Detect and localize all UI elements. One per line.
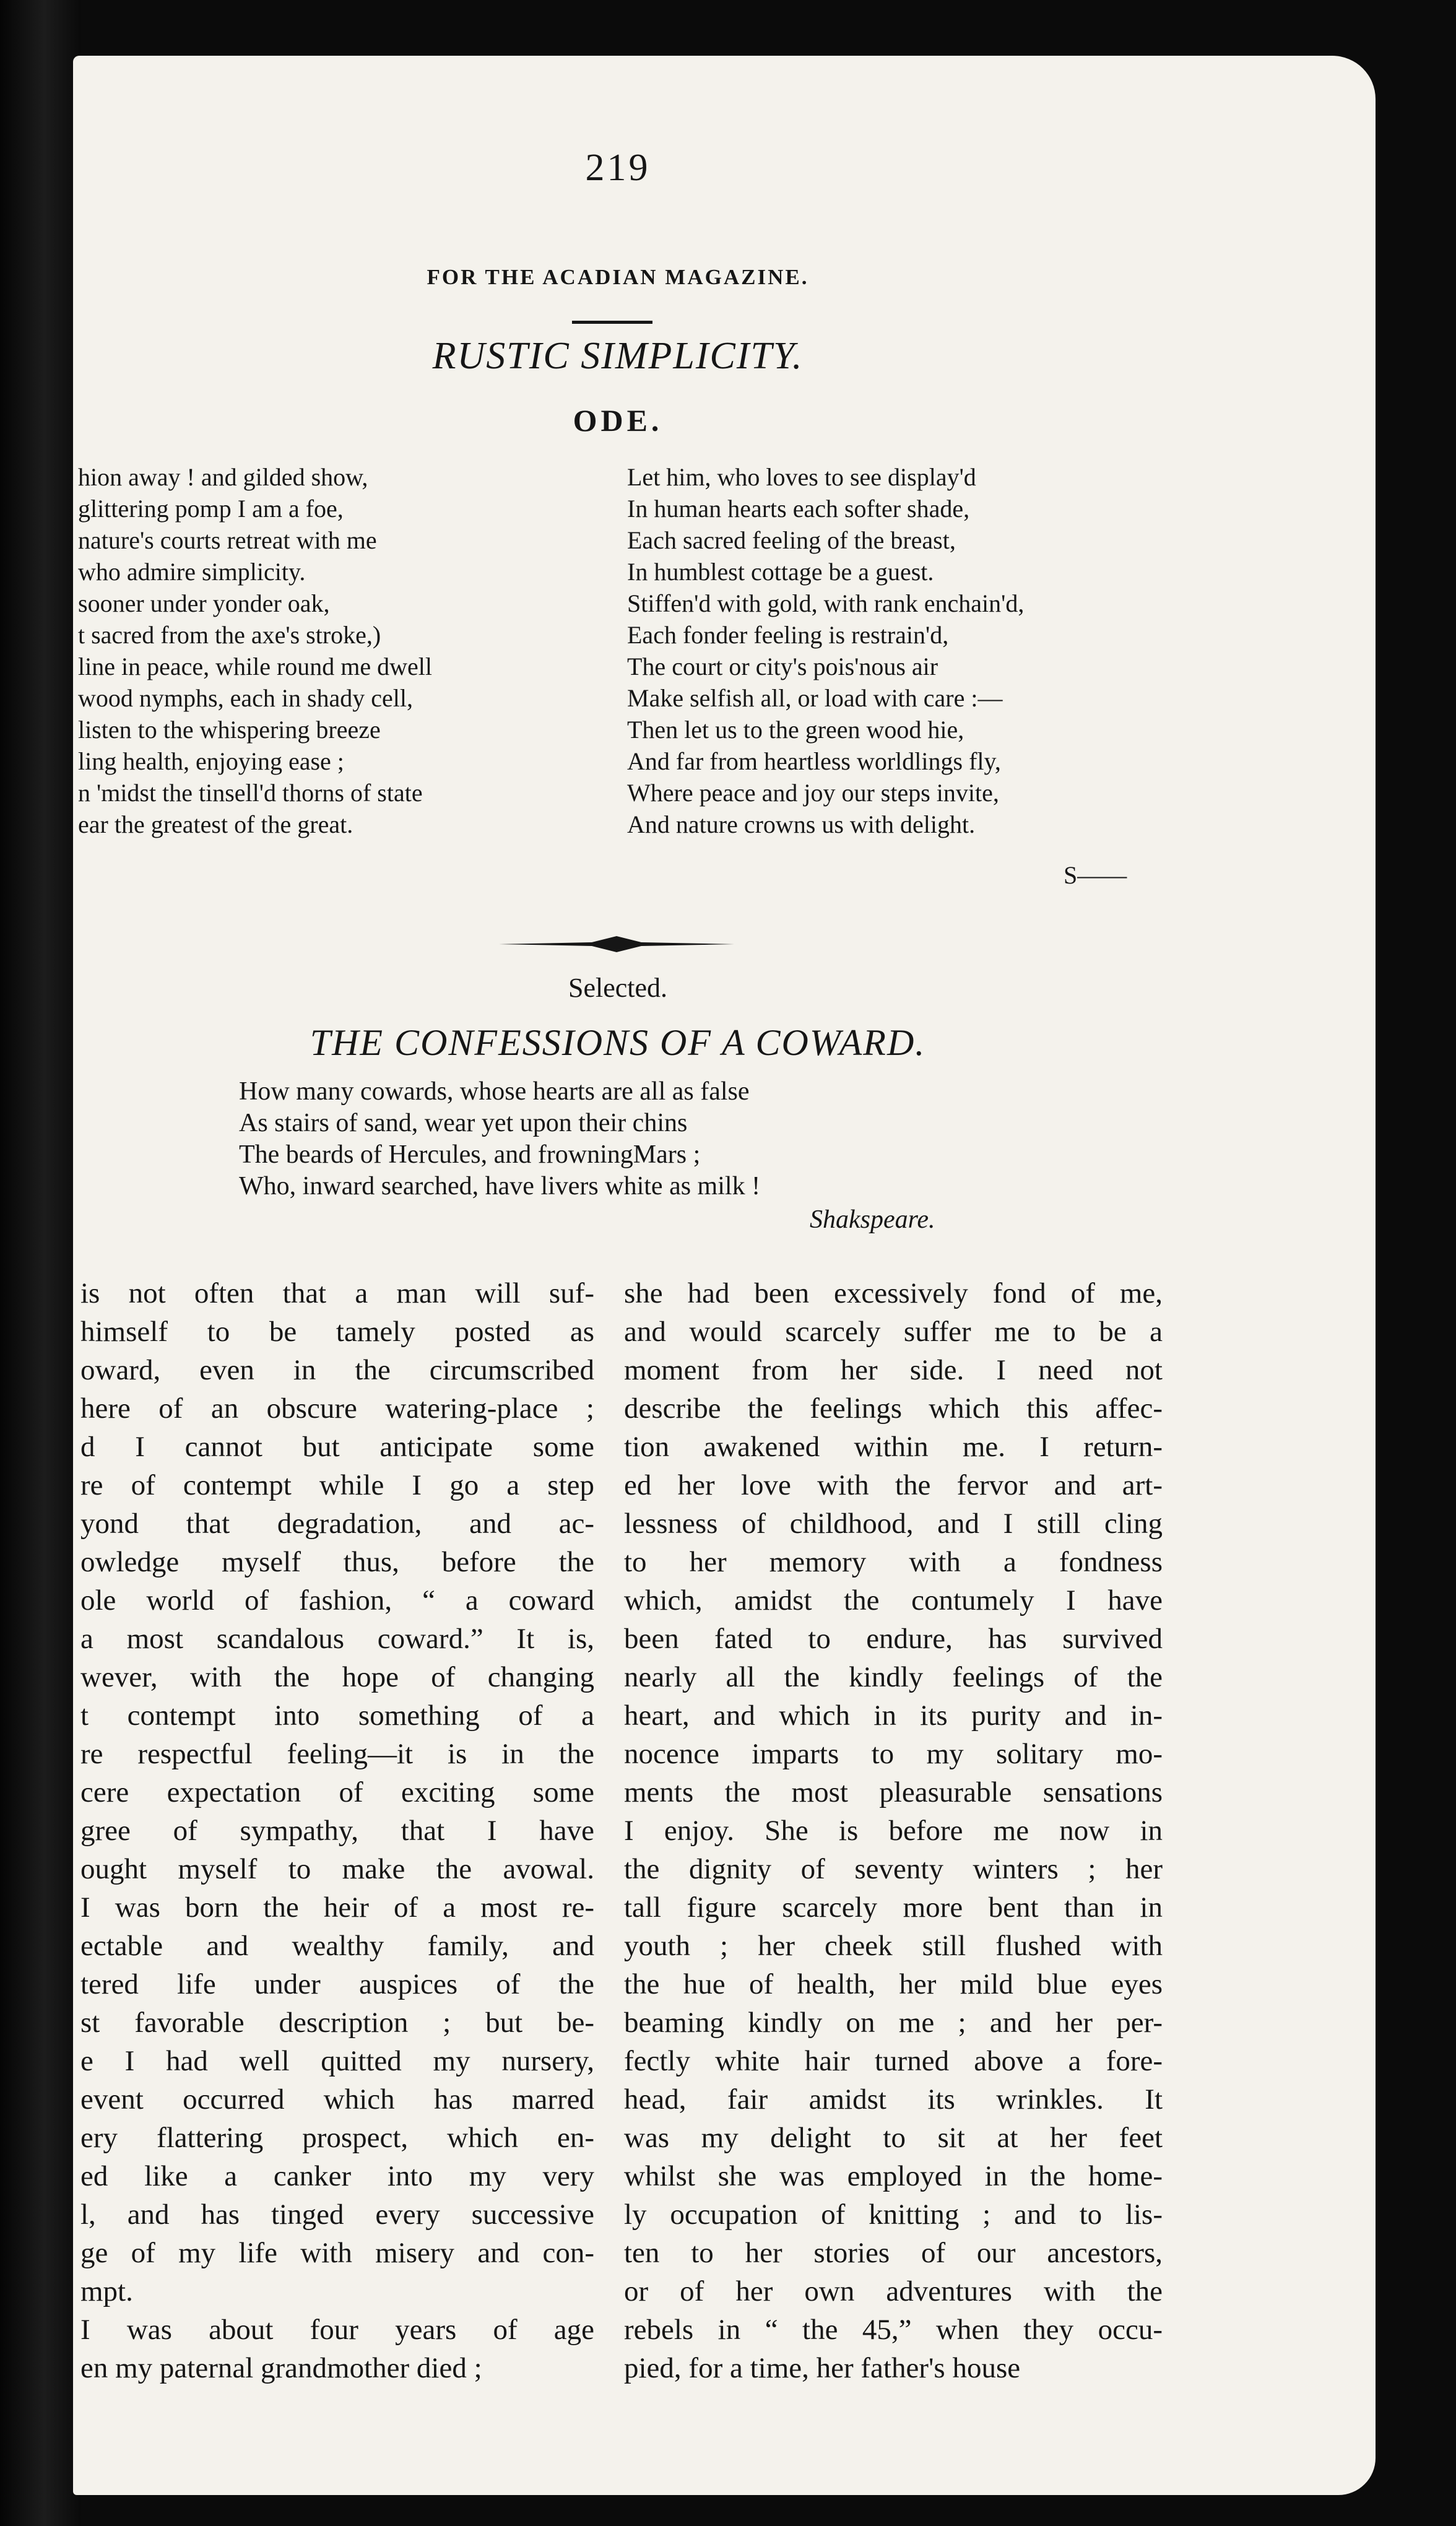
poem-line: ear the greatest of the great. bbox=[78, 810, 353, 838]
poem-line: Each sacred feeling of the breast, bbox=[627, 526, 956, 554]
text-line: fectly white hair turned above a fore- bbox=[624, 2045, 1163, 2077]
poem-title: RUSTIC SIMPLICITY. bbox=[432, 335, 804, 377]
poem-line: hion away ! and gilded show, bbox=[78, 463, 368, 491]
text-line: re respectful feeling—it is in the bbox=[80, 1738, 594, 1770]
text-line: moment from her side. I need not bbox=[624, 1354, 1163, 1386]
poem-line: And far from heartless worldlings fly, bbox=[627, 747, 1001, 775]
epigraph-line: Who, inward searched, have livers white as milk ! bbox=[239, 1172, 761, 1200]
text-line: I enjoy. She is before me now in bbox=[624, 1815, 1163, 1847]
magazine-page bbox=[73, 56, 1376, 2495]
text-line: youth ; her cheek still flushed with bbox=[624, 1930, 1163, 1962]
essay-title: THE CONFESSIONS OF A COWARD. bbox=[310, 1022, 926, 1063]
poem-line: listen to the whispering breeze bbox=[78, 716, 381, 744]
poem-line: In human hearts each softer shade, bbox=[627, 495, 970, 523]
text-line: gree of sympathy, that I have bbox=[80, 1815, 594, 1847]
poem-line: nature's courts retreat with me bbox=[78, 526, 377, 554]
epigraph-line: As stairs of sand, wear yet upon their chins bbox=[239, 1109, 688, 1137]
text-line: tion awakened within me. I return- bbox=[624, 1431, 1163, 1463]
poem-line: line in peace, while round me dwell bbox=[78, 653, 433, 680]
text-line: to her memory with a fondness bbox=[624, 1546, 1163, 1578]
title-rule bbox=[572, 321, 652, 324]
poem-line: Let him, who loves to see display'd bbox=[627, 463, 976, 491]
poem-line: t sacred from the axe's stroke,) bbox=[78, 621, 381, 649]
text-line: rebels in “ the 45,” when they occu- bbox=[624, 2314, 1163, 2346]
epigraph-line: How many cowards, whose hearts are all as false bbox=[239, 1077, 750, 1106]
text-line: a most scandalous coward.” It is, bbox=[80, 1623, 594, 1655]
text-line: ectable and wealthy family, and bbox=[80, 1930, 594, 1962]
poem-line: The court or city's pois'nous air bbox=[627, 653, 938, 680]
poem-line: ling health, enjoying ease ; bbox=[78, 747, 344, 775]
text-line: ly occupation of knitting ; and to lis- bbox=[624, 2198, 1163, 2231]
text-line: whilst she was employed in the home- bbox=[624, 2160, 1163, 2192]
poem-line: Where peace and joy our steps invite, bbox=[627, 779, 999, 807]
poem-line: Make selfish all, or load with care :— bbox=[627, 684, 1003, 712]
text-line: tall figure scarcely more bent than in bbox=[624, 1891, 1163, 1924]
text-line: l, and has tinged every successive bbox=[80, 2198, 594, 2231]
epigraph-line: The beards of Hercules, and frowningMars ; bbox=[239, 1140, 701, 1169]
poem-signature: S—— bbox=[1064, 861, 1127, 889]
text-line: pied, for a time, her father's house bbox=[624, 2352, 1021, 2384]
text-line: beaming kindly on me ; and her per- bbox=[624, 2007, 1163, 2039]
text-line: the hue of health, her mild blue eyes bbox=[624, 1968, 1163, 2000]
text-line: here of an obscure watering-place ; bbox=[80, 1392, 594, 1425]
poem-line: glittering pomp I am a foe, bbox=[78, 495, 344, 523]
ornament-divider bbox=[499, 936, 734, 952]
text-line: t contempt into something of a bbox=[80, 1699, 594, 1732]
poem-line: n 'midst the tinsell'd thorns of state bbox=[78, 779, 423, 807]
text-line: was my delight to sit at her feet bbox=[624, 2122, 1163, 2154]
poem-line: sooner under yonder oak, bbox=[78, 589, 330, 617]
essay-left-column bbox=[80, 1274, 594, 2387]
poem-line: And nature crowns us with delight. bbox=[627, 810, 976, 838]
text-line: wever, with the hope of changing bbox=[80, 1661, 594, 1693]
text-line: and would scarcely suffer me to be a bbox=[624, 1316, 1163, 1348]
poem-right-column bbox=[627, 461, 1024, 840]
poem-line: Stiffen'd with gold, with rank enchain'd, bbox=[627, 589, 1025, 617]
text-line: tered life under auspices of the bbox=[80, 1968, 594, 2000]
text-line: ten to her stories of our ancestors, bbox=[624, 2237, 1163, 2269]
text-line: heart, and which in its purity and in- bbox=[624, 1699, 1163, 1732]
epigraph bbox=[239, 1076, 760, 1202]
poem-subtitle: ODE. bbox=[573, 403, 663, 438]
text-line: lessness of childhood, and I still cling bbox=[624, 1508, 1163, 1540]
text-line: event occurred which has marred bbox=[80, 2083, 594, 2116]
text-line: d I cannot but anticipate some bbox=[80, 1431, 594, 1463]
poem-line: who admire simplicity. bbox=[78, 558, 306, 586]
text-line: himself to be tamely posted as bbox=[80, 1316, 594, 1348]
text-line: en my paternal grandmother died ; bbox=[80, 2352, 482, 2384]
text-line: I was about four years of age bbox=[80, 2314, 594, 2346]
poem-left-column bbox=[78, 461, 432, 840]
text-line: mpt. bbox=[80, 2275, 133, 2307]
poem-line: wood nymphs, each in shady cell, bbox=[78, 684, 413, 712]
poem-line: In humblest cottage be a guest. bbox=[627, 558, 934, 586]
epigraph-attribution: Shakspeare. bbox=[810, 1205, 935, 1234]
text-line: head, fair amidst its wrinkles. It bbox=[624, 2083, 1163, 2116]
text-line: re of contempt while I go a step bbox=[80, 1469, 594, 1501]
text-line: ole world of fashion, “ a coward bbox=[80, 1584, 594, 1617]
text-line: ery flattering prospect, which en- bbox=[80, 2122, 594, 2154]
text-line: nocence imparts to my solitary mo- bbox=[624, 1738, 1163, 1770]
selected-label: Selected. bbox=[568, 973, 668, 1003]
text-line: cere expectation of exciting some bbox=[80, 1776, 594, 1808]
text-line: ge of my life with misery and con- bbox=[80, 2237, 594, 2269]
text-line: owledge myself thus, before the bbox=[80, 1546, 594, 1578]
text-line: yond that degradation, and ac- bbox=[80, 1508, 594, 1540]
text-line: which, amidst the contumely I have bbox=[624, 1584, 1163, 1617]
book-spine bbox=[0, 0, 80, 2526]
text-line: is not often that a man will suf- bbox=[80, 1277, 594, 1309]
text-line: st favorable description ; but be- bbox=[80, 2007, 594, 2039]
text-line: I was born the heir of a most re- bbox=[80, 1891, 594, 1924]
text-line: the dignity of seventy winters ; her bbox=[624, 1853, 1163, 1885]
poem-line: Each fonder feeling is restrain'd, bbox=[627, 621, 949, 649]
text-line: ed her love with the fervor and art- bbox=[624, 1469, 1163, 1501]
text-line: ought myself to make the avowal. bbox=[80, 1853, 594, 1885]
text-line: ments the most pleasurable sensations bbox=[624, 1776, 1163, 1808]
essay-right-column bbox=[624, 1274, 1163, 2387]
text-line: nearly all the kindly feelings of the bbox=[624, 1661, 1163, 1693]
text-line: e I had well quitted my nursery, bbox=[80, 2045, 594, 2077]
text-line: been fated to endure, has survived bbox=[624, 1623, 1163, 1655]
masthead: FOR THE ACADIAN MAGAZINE. bbox=[427, 265, 809, 289]
text-line: describe the feelings which this affec- bbox=[624, 1392, 1163, 1425]
text-line: she had been excessively fond of me, bbox=[624, 1277, 1163, 1309]
text-line: ed like a canker into my very bbox=[80, 2160, 594, 2192]
poem-line: Then let us to the green wood hie, bbox=[627, 716, 964, 744]
text-line: oward, even in the circumscribed bbox=[80, 1354, 594, 1386]
text-line: or of her own adventures with the bbox=[624, 2275, 1163, 2307]
page-number: 219 bbox=[585, 147, 651, 189]
